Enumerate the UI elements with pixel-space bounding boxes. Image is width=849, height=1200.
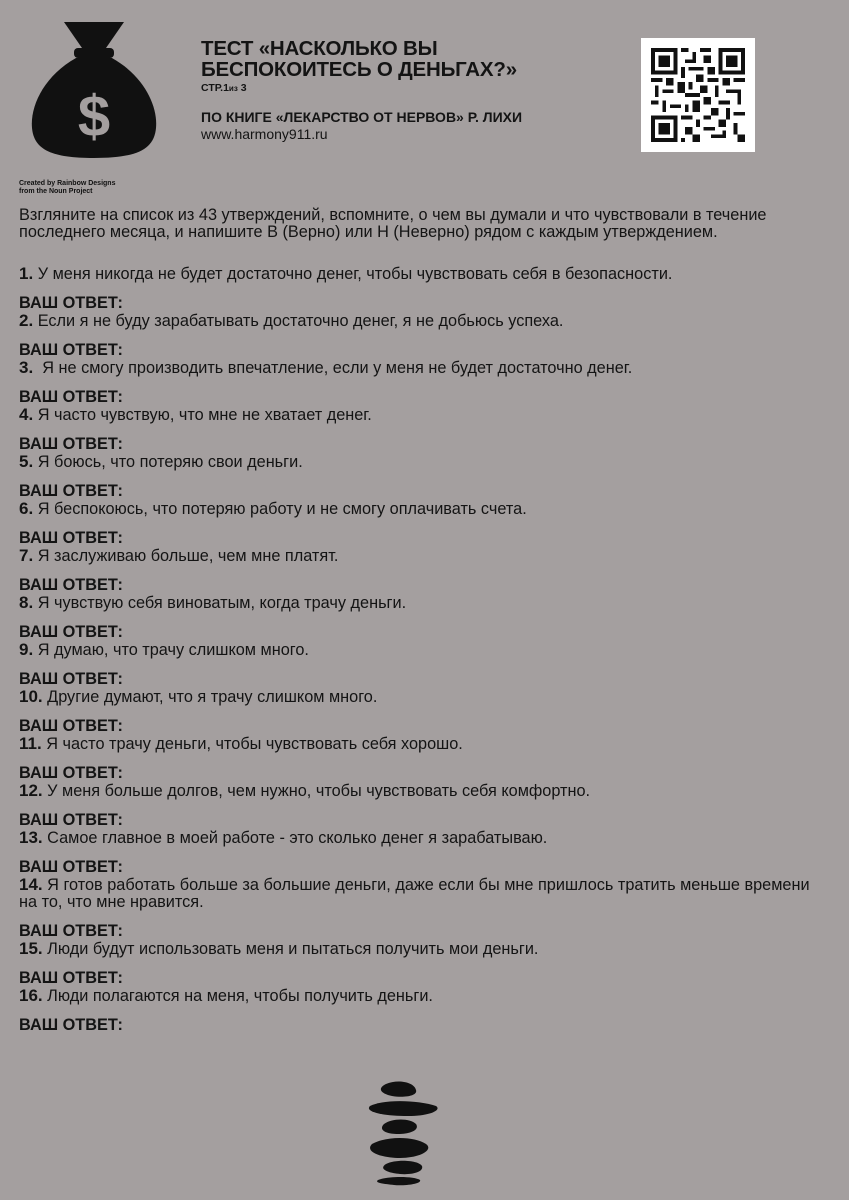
- question-text: [19, 453, 831, 471]
- question-text: [19, 594, 831, 612]
- website-link[interactable]: www.harmony911.ru: [201, 126, 328, 142]
- svg-text:$: $: [77, 84, 111, 149]
- question-text: [19, 735, 831, 753]
- question-item: [19, 265, 831, 312]
- stacked-stones-icon: [364, 1080, 444, 1186]
- instructions: Взгляните на список из 43 утверждений, вспомните, о чем вы думали и что чувствовали в течение последнего месяца, и напишите В (Верно) или Н (Неверно) рядом с каждым утверждением.: [19, 206, 767, 241]
- question-number: 4.: [19, 405, 34, 424]
- question-item: [19, 641, 831, 688]
- answer-field[interactable]: ВАШ ОТВЕТ:: [19, 482, 123, 500]
- question-text: [19, 782, 831, 800]
- question-text: [19, 940, 831, 958]
- question-number: 11.: [19, 734, 42, 753]
- title-line: ТЕСТ «НАСКОЛЬКО ВЫ: [201, 37, 438, 60]
- question-text: [19, 987, 831, 1005]
- money-bag-icon: [30, 18, 158, 158]
- question-text: [19, 641, 831, 659]
- question-number: 12.: [19, 781, 43, 800]
- question-statement: Я чувствую себя виноватым, когда трачу деньги.: [33, 594, 407, 612]
- question-item: [19, 406, 831, 453]
- header: [201, 38, 621, 142]
- question-item: [19, 500, 831, 547]
- answer-field[interactable]: ВАШ ОТВЕТ:: [19, 388, 123, 406]
- question-item: [19, 547, 831, 594]
- question-number: 3.: [19, 358, 34, 377]
- page-prefix: СТР.1: [201, 82, 229, 94]
- question-item: [19, 987, 831, 1034]
- question-item: [19, 782, 831, 829]
- question-number: 14.: [19, 875, 43, 894]
- question-number: 8.: [19, 593, 34, 612]
- question-item: [19, 940, 831, 987]
- question-statement: Я заслуживаю больше, чем мне платят.: [33, 547, 339, 565]
- answer-field[interactable]: ВАШ ОТВЕТ:: [19, 341, 123, 359]
- question-number: 16.: [19, 986, 43, 1005]
- answer-field[interactable]: ВАШ ОТВЕТ:: [19, 1016, 123, 1034]
- answer-field[interactable]: ВАШ ОТВЕТ:: [19, 576, 123, 594]
- question-statement: У меня никогда не будет достаточно денег, чтобы чувствовать себя в безопасности.: [33, 265, 673, 283]
- answer-field[interactable]: ВАШ ОТВЕТ:: [19, 858, 123, 876]
- question-item: [19, 688, 831, 735]
- answer-field[interactable]: ВАШ ОТВЕТ:: [19, 764, 123, 782]
- question-text: [19, 547, 831, 565]
- question-number: 6.: [19, 499, 34, 518]
- question-number: 1.: [19, 264, 34, 283]
- answer-field[interactable]: ВАШ ОТВЕТ:: [19, 435, 123, 453]
- question-number: 10.: [19, 687, 43, 706]
- question-statement: Я готов работать больше за большие деньги, даже если бы мне пришлось тратить меньше времени на то, что мне нравится.: [19, 876, 815, 911]
- question-item: [19, 312, 831, 359]
- question-item: [19, 735, 831, 782]
- icon-credit: [19, 180, 115, 196]
- question-number: 15.: [19, 939, 43, 958]
- question-statement: Я думаю, что трачу слишком много.: [33, 641, 309, 659]
- page-total: 3: [240, 82, 247, 94]
- question-text: [19, 406, 831, 424]
- question-statement: Я часто трачу деньги, чтобы чувствовать себя хорошо.: [41, 735, 463, 753]
- question-item: [19, 829, 831, 876]
- page-mid: из: [228, 84, 238, 93]
- question-statement: Другие думают, что я трачу слишком много.: [42, 688, 378, 706]
- question-statement: Если я не буду зарабатывать достаточно денег, я не добьюсь успеха.: [33, 312, 564, 330]
- question-number: 13.: [19, 828, 43, 847]
- question-statement: Люди будут использовать меня и пытаться получить мои деньги.: [42, 940, 539, 958]
- question-item: [19, 594, 831, 641]
- question-number: 5.: [19, 452, 34, 471]
- question-item: [19, 359, 831, 406]
- question-text: [19, 688, 831, 706]
- answer-field[interactable]: ВАШ ОТВЕТ:: [19, 811, 123, 829]
- answer-field[interactable]: ВАШ ОТВЕТ:: [19, 922, 123, 940]
- question-text: [19, 876, 831, 911]
- question-number: 9.: [19, 640, 34, 659]
- question-item: [19, 453, 831, 500]
- credit-line: Created by Rainbow Designs: [19, 180, 116, 187]
- answer-field[interactable]: ВАШ ОТВЕТ:: [19, 717, 123, 735]
- question-statement: У меня больше долгов, чем нужно, чтобы чувствовать себя комфортно.: [42, 782, 591, 800]
- answer-field[interactable]: ВАШ ОТВЕТ:: [19, 529, 123, 547]
- question-text: [19, 312, 831, 330]
- question-statement: Я боюсь, что потеряю свои деньги.: [33, 453, 303, 471]
- title-line: БЕСПОКОИТЕСЬ О ДЕНЬГАХ?»: [201, 58, 517, 81]
- page-number: [201, 82, 621, 95]
- question-text: [19, 829, 831, 847]
- question-number: 2.: [19, 311, 34, 330]
- question-statement: Я беспокоюсь, что потеряю работу и не смогу оплачивать счета.: [33, 500, 527, 518]
- question-statement: Самое главное в моей работе - это сколько денег я зарабатываю.: [42, 829, 548, 847]
- book-reference: ПО КНИГЕ «ЛЕКАРСТВО ОТ НЕРВОВ» Р. ЛИХИ: [201, 109, 523, 125]
- question-text: [19, 265, 831, 283]
- answer-field[interactable]: ВАШ ОТВЕТ:: [19, 294, 123, 312]
- question-list: [19, 265, 831, 1034]
- question-statement: Я не смогу производить впечатление, если у меня не будет достаточно денег.: [33, 359, 633, 377]
- question-statement: Люди полагаются на меня, чтобы получить деньги.: [42, 987, 433, 1005]
- question-text: [19, 359, 831, 377]
- credit-line: from the Noun Project: [19, 188, 93, 195]
- qr-code[interactable]: [641, 38, 755, 152]
- answer-field[interactable]: ВАШ ОТВЕТ:: [19, 969, 123, 987]
- question-statement: Я часто чувствую, что мне не хватает денег.: [33, 406, 372, 424]
- question-text: [19, 500, 831, 518]
- question-item: [19, 876, 831, 940]
- answer-field[interactable]: ВАШ ОТВЕТ:: [19, 623, 123, 641]
- question-number: 7.: [19, 546, 34, 565]
- answer-field[interactable]: ВАШ ОТВЕТ:: [19, 670, 123, 688]
